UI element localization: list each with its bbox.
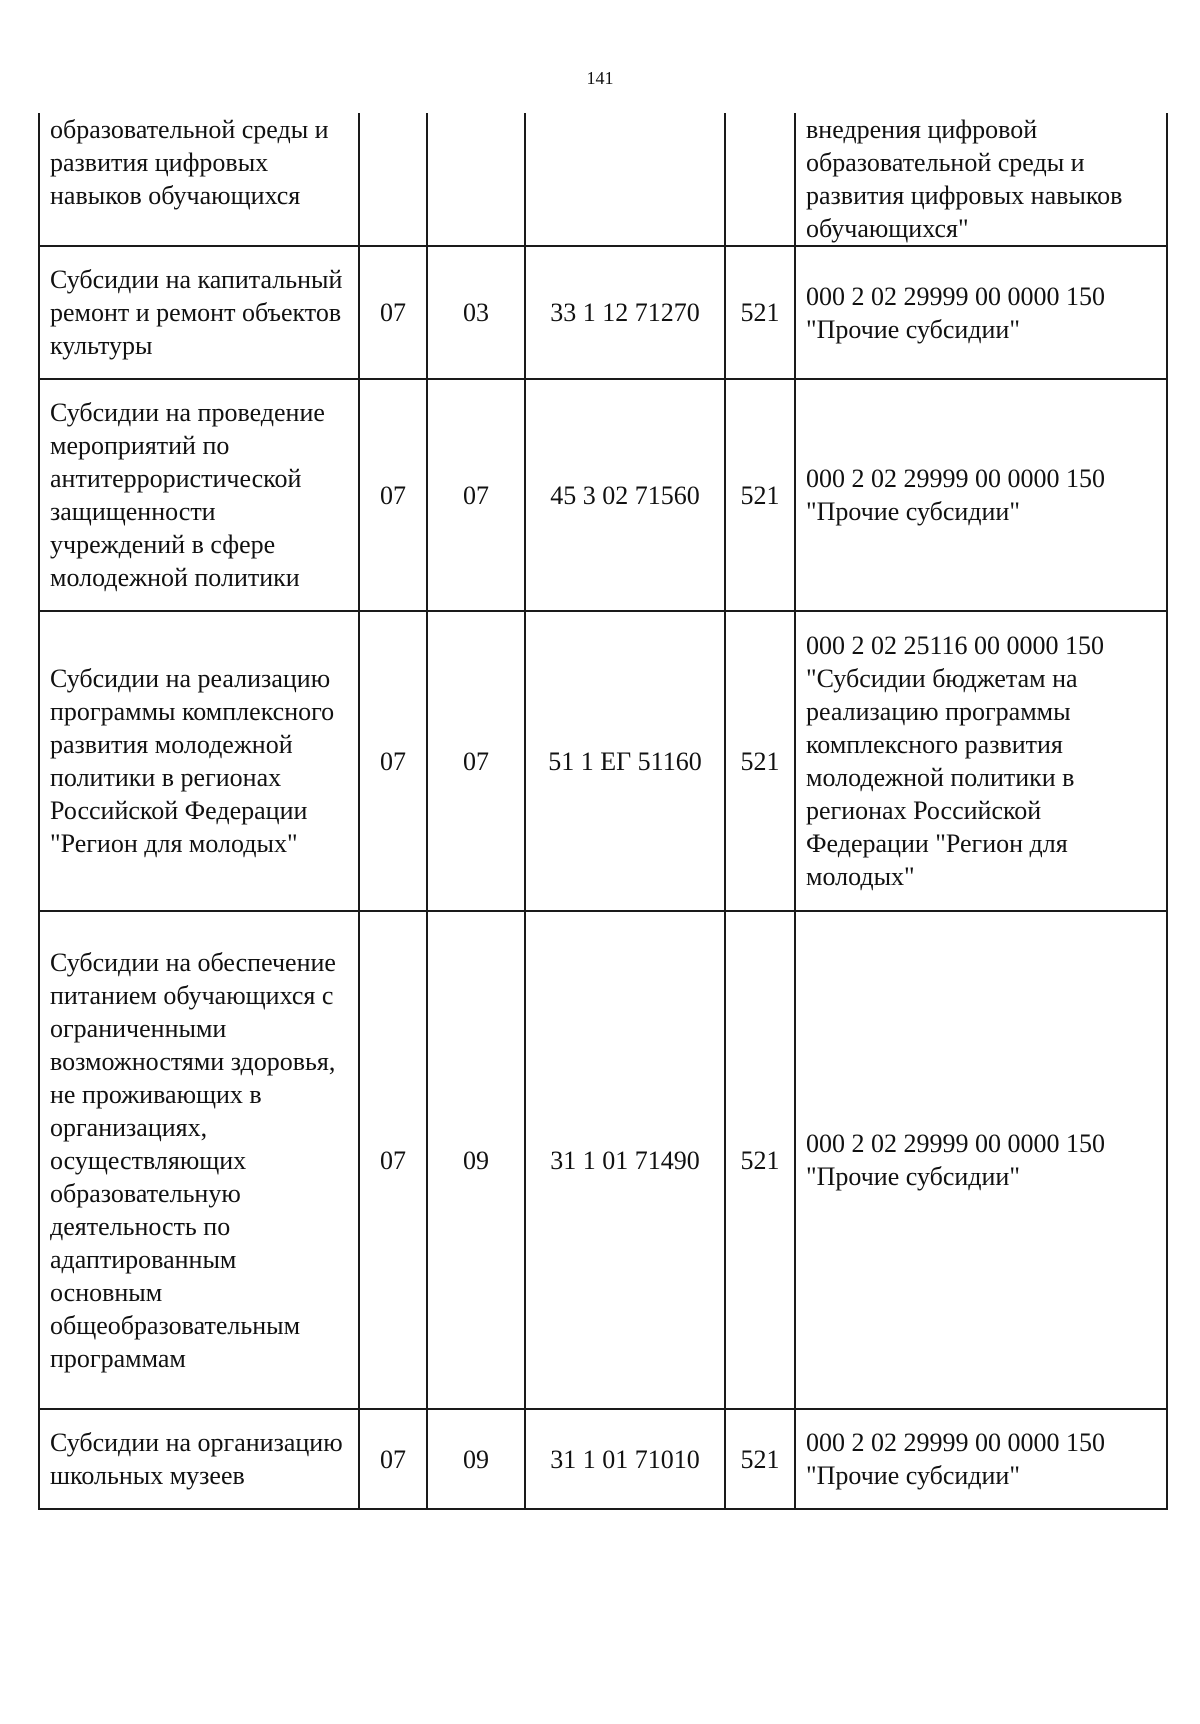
target-article-cell: 31 1 01 71490 xyxy=(525,911,725,1409)
subsection-code-cell: 07 xyxy=(427,379,525,611)
target-article-cell: 31 1 01 71010 xyxy=(525,1409,725,1509)
section-code-cell: 07 xyxy=(359,379,427,611)
revenue-source-cell: 000 2 02 29999 00 0000 150 "Прочие субсидии" xyxy=(795,379,1167,611)
section-code-cell: 07 xyxy=(359,1409,427,1509)
section-code-cell: 07 xyxy=(359,246,427,379)
revenue-source-cell: 000 2 02 29999 00 0000 150 "Прочие субсидии" xyxy=(795,1409,1167,1509)
subsection-code-cell xyxy=(427,113,525,246)
subsection-code-cell: 03 xyxy=(427,246,525,379)
expense-type-cell: 521 xyxy=(725,379,795,611)
page-number: 141 xyxy=(586,68,614,88)
expense-type-cell: 521 xyxy=(725,611,795,911)
row-name-cell: Субсидии на проведение мероприятий по антитеррористической защищенности учреждений в сфере молодежной политики xyxy=(39,379,359,611)
section-code-cell: 07 xyxy=(359,911,427,1409)
section-code-cell xyxy=(359,113,427,246)
revenue-source-cell: внедрения цифровой образовательной среды и развития цифровых навыков обучающихся" xyxy=(795,113,1167,246)
row-name-cell: Субсидии на организацию школьных музеев xyxy=(39,1409,359,1509)
target-article-cell: 51 1 ЕГ 51160 xyxy=(525,611,725,911)
revenue-source-cell: 000 2 02 25116 00 0000 150 "Субсидии бюджетам на реализацию программы комплексного развития молодежной политики в регионах Российской Федерации "Регион для молодых" xyxy=(795,611,1167,911)
table-row xyxy=(39,911,1167,1409)
table-row xyxy=(39,379,1167,611)
table-row xyxy=(39,246,1167,379)
row-name-cell: Субсидии на капитальный ремонт и ремонт объектов культуры xyxy=(39,246,359,379)
table-row xyxy=(39,611,1167,911)
subsection-code-cell: 09 xyxy=(427,1409,525,1509)
subsection-code-cell: 09 xyxy=(427,911,525,1409)
revenue-source-cell: 000 2 02 29999 00 0000 150 "Прочие субсидии" xyxy=(795,911,1167,1409)
row-name-cell: образовательной среды и развития цифровых навыков обучающихся xyxy=(39,113,359,246)
subsection-code-cell: 07 xyxy=(427,611,525,911)
target-article-cell: 45 3 02 71560 xyxy=(525,379,725,611)
expense-type-cell xyxy=(725,113,795,246)
expense-type-cell: 521 xyxy=(725,911,795,1409)
expense-type-cell: 521 xyxy=(725,1409,795,1509)
target-article-cell xyxy=(525,113,725,246)
row-name-cell: Субсидии на реализацию программы комплексного развития молодежной политики в регионах Российской Федерации "Регион для молодых" xyxy=(39,611,359,911)
revenue-source-cell: 000 2 02 29999 00 0000 150 "Прочие субсидии" xyxy=(795,246,1167,379)
table-row xyxy=(39,113,1167,246)
row-name-cell: Субсидии на обеспечение питанием обучающихся с ограниченными возможностями здоровья, не проживающих в организациях, осуществляющих образовательную деятельность по адаптированным основным общеобразовательным программам xyxy=(39,911,359,1409)
target-article-cell: 33 1 12 71270 xyxy=(525,246,725,379)
table-row xyxy=(39,1409,1167,1509)
budget-table xyxy=(38,113,1168,1510)
section-code-cell: 07 xyxy=(359,611,427,911)
expense-type-cell: 521 xyxy=(725,246,795,379)
